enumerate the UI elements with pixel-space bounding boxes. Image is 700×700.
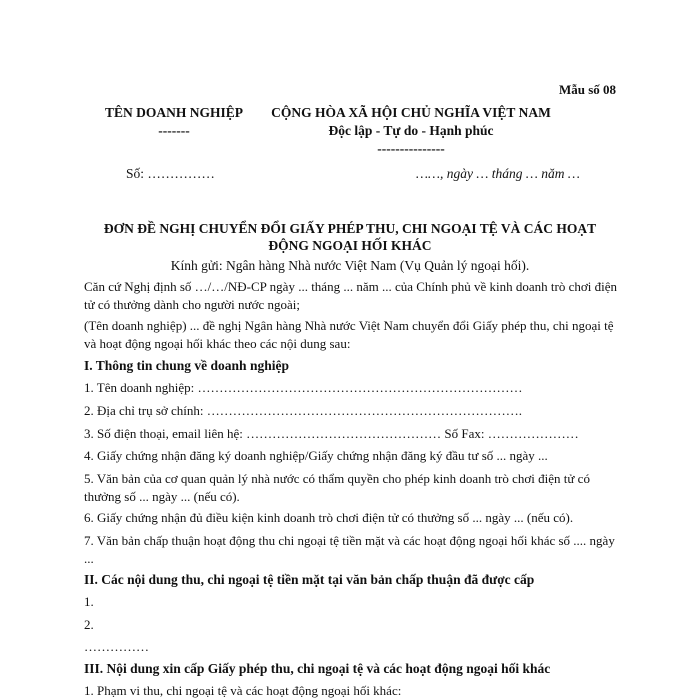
document-title: ĐƠN ĐỀ NGHỊ CHUYỂN ĐỔI GIẤY PHÉP THU, CHI NGOẠI TỆ VÀ CÁC HOẠT ĐỘNG NGOẠI HỐI KHÁC [103,221,597,253]
date-line: ……, ngày … tháng … năm … [416,166,580,181]
section-3-item: 1. Phạm vi thu, chi ngoại tệ và các hoạt động ngoại hối khác: [84,683,402,698]
section-1-item: 6. Giấy chứng nhận đủ điều kiện kinh doanh trò chơi điện tử có thưởng số ... ngày ... (nếu có). [84,510,574,525]
section-2-item: …………… [84,639,149,654]
section-1-item: 3. Số điện thoại, email liên hệ: ……………………………………… Số Fax: ………………… [84,426,579,441]
section-3-heading: III. Nội dung xin cấp Giấy phép thu, chi ngoại tệ và các hoạt động ngoại hối khác [84,661,551,676]
nation-block [258,104,564,158]
section-1-item: 1. Tên doanh nghiệp: ………………………………………………………………… [84,380,523,395]
section-1-item: 4. Giấy chứng nhận đăng ký doanh nghiệp/Giấy chứng nhận đăng ký đầu tư số ... ngày ... [84,448,548,463]
recipient-line: Kính gửi: Ngân hàng Nhà nước Việt Nam (Vụ Quản lý ngoại hối). [170,258,530,273]
section-1-item: 7. Văn bản chấp thuận hoạt động thu chi ngoại tệ tiền mặt và các hoạt động ngoại hối khác số .... ngày ... [84,533,615,566]
form-number: Mẫu số 08 [558,82,616,97]
section-2-heading: II. Các nội dung thu, chi ngoại tệ tiền mặt tại văn bản chấp thuận đã được cấp [84,572,535,587]
section-2-item: 2. [84,617,94,632]
section-1-item: 5. Văn bản của cơ quan quản lý nhà nước có thẩm quyền cho phép kinh doanh trò chơi điện tử có thưởng số ... ngày ... (nếu có). [84,471,590,504]
section-1-item: 2. Địa chỉ trụ sở chính: ………………………………………………………………. [84,403,523,418]
document-number: Số: …………… [126,166,215,181]
legal-basis-paragraph: Căn cứ Nghị định số …/…/NĐ-CP ngày ... tháng ... năm ... của Chính phủ về kinh doanh trò chơi điện tử có thưởng dành cho người nước ngoài; [84,279,618,312]
company-divider: ------- [158,123,190,138]
motto: Độc lập - Tự do - Hạnh phúc [328,123,494,138]
request-paragraph: (Tên doanh nghiệp) ... đề nghị Ngân hàng Nhà nước Việt Nam chuyển đổi Giấy phép thu, chi ngoại tệ và hoạt động ngoại hối khác theo các nội dung sau: [84,318,614,351]
section-2-item: 1. [84,594,94,609]
company-name: TÊN DOANH NGHIỆP [104,105,243,120]
motto-divider: --------------- [377,141,445,156]
nation-title: CỘNG HÒA XÃ HỘI CHỦ NGHĨA VIỆT NAM [271,105,551,120]
company-block [84,104,264,140]
section-1-heading: I. Thông tin chung về doanh nghiệp [84,358,289,373]
